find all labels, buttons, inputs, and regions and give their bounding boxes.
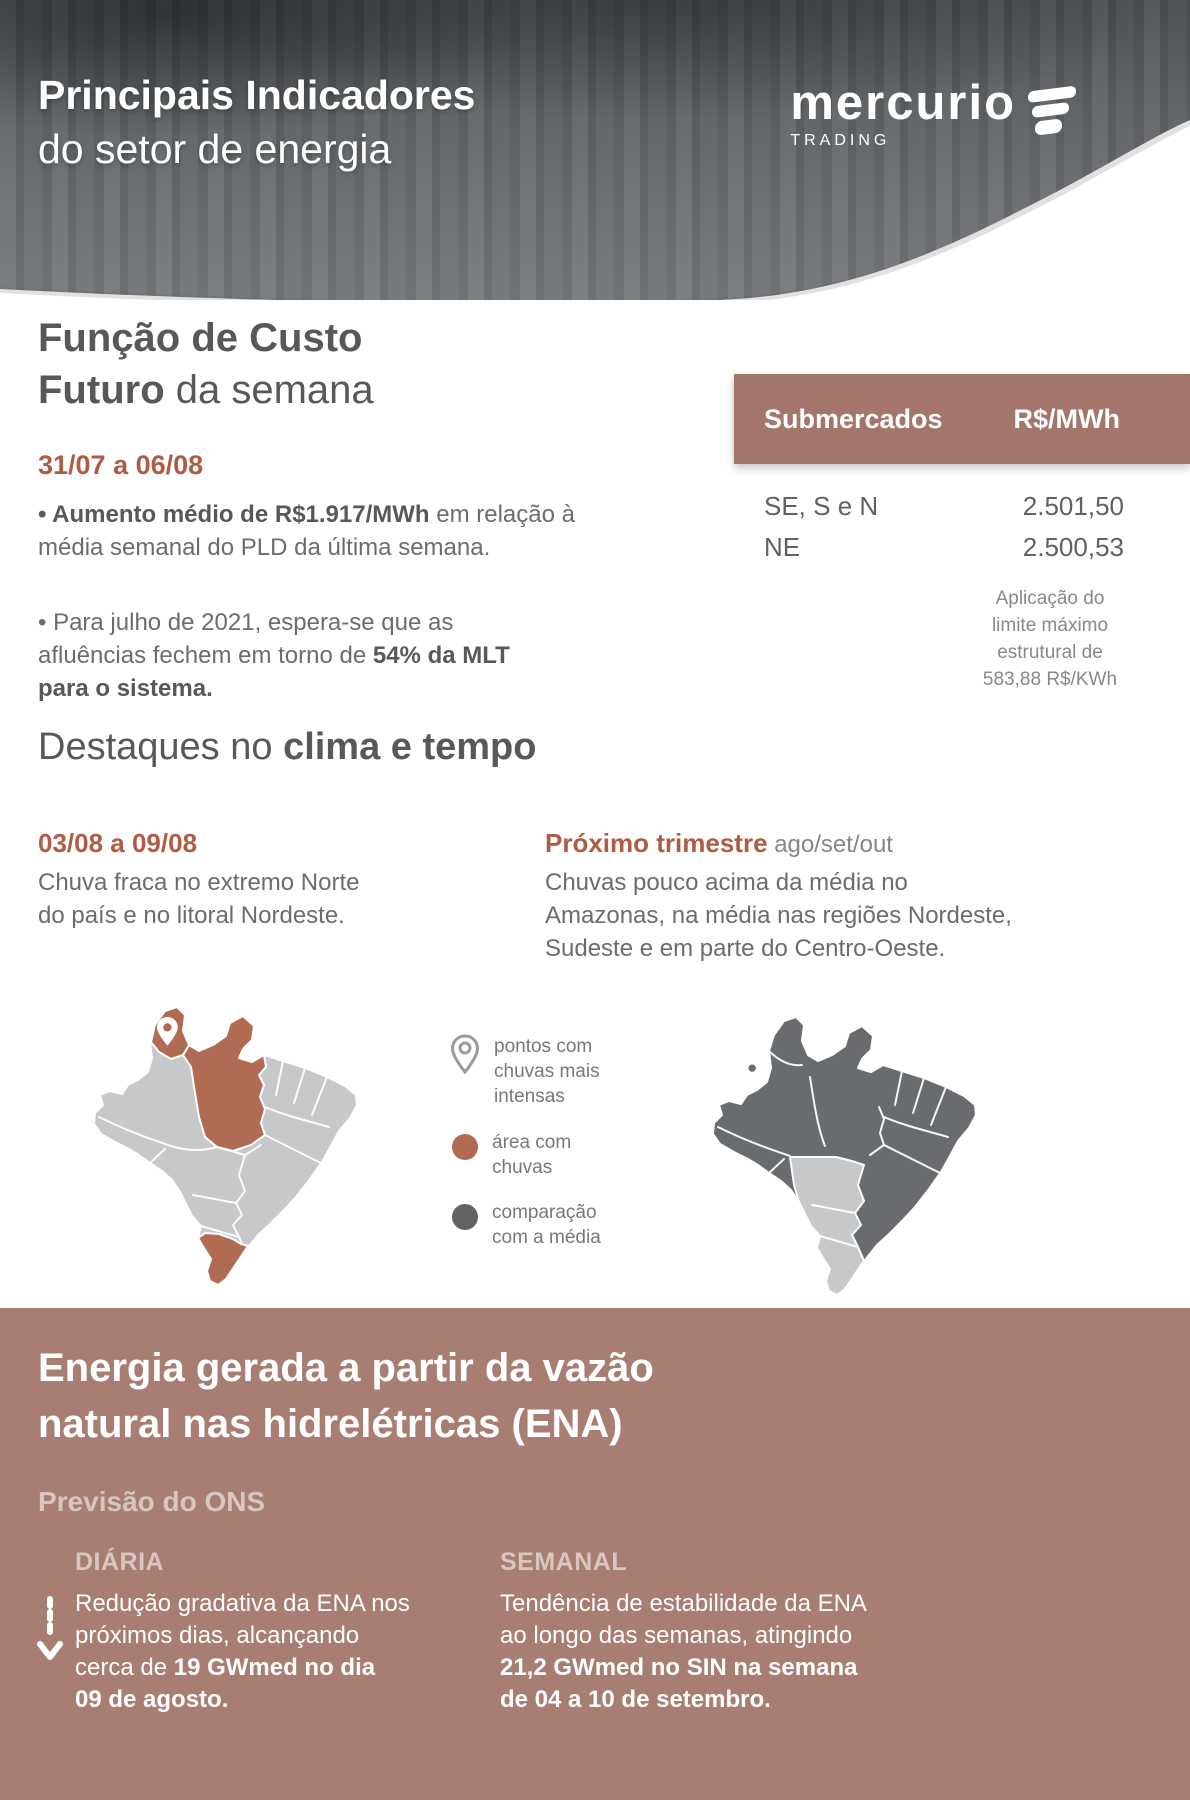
legend-item-rain-points bbox=[450, 1034, 600, 1109]
submarkets-table-header bbox=[734, 374, 1190, 464]
legend-label: área com chuvas bbox=[492, 1132, 572, 1178]
climate-week-text: Chuva fraca no extremo Norte do país e no litoral Nordeste. bbox=[38, 869, 360, 929]
climate-quarter-heading: Próximo trimestre ago/set/out bbox=[545, 828, 893, 858]
ena-section bbox=[0, 1308, 1190, 1800]
submarket-value: 2.500,53 bbox=[1022, 532, 1124, 562]
legend-label: comparação com a média bbox=[492, 1202, 601, 1248]
gray-dot-icon bbox=[452, 1204, 478, 1230]
cost-function-bullet-1: • Aumento médio de R$1.917/MWh em relação à média semanal do PLD da última semana. bbox=[38, 501, 575, 561]
page-title-line1: Principais Indicadores bbox=[38, 72, 476, 118]
cost-function-title-line1: Função de Custo bbox=[38, 316, 363, 360]
map-pin-icon bbox=[450, 1034, 480, 1076]
legend-label: pontos com chuvas mais intensas bbox=[494, 1036, 600, 1107]
legend-item-rain-area bbox=[452, 1130, 571, 1180]
structural-limit-note: Aplicação do limite máximo estrutural de 583,88 R$/KWh bbox=[982, 588, 1118, 690]
brand-subtitle: TRADING bbox=[790, 132, 891, 149]
brand-name: mercurio bbox=[790, 76, 1016, 130]
daily-forecast-text: Redução gradativa da ENA nos próximos dias, alcançando cerca de 19 GWmed no dia 09 de agosto. bbox=[75, 1590, 410, 1713]
header-banner bbox=[0, 0, 1190, 300]
cost-function-date-range: 31/07 a 06/08 bbox=[38, 450, 204, 480]
submarkets-col-header: Submercados bbox=[764, 403, 943, 434]
submarket-label: SE, S e N bbox=[764, 491, 879, 521]
ena-section-title: Energia gerada a partir da vazão natural nas hidrelétricas (ENA) bbox=[38, 1346, 654, 1446]
submarket-label: NE bbox=[764, 532, 801, 562]
table-row bbox=[734, 527, 1190, 568]
table-row bbox=[734, 486, 1190, 527]
red-dot-icon bbox=[452, 1134, 478, 1160]
legend-item-average-comparison bbox=[452, 1200, 601, 1250]
price-col-header: R$/MWh bbox=[1013, 403, 1120, 434]
header-curve-shape bbox=[0, 110, 1190, 300]
weekly-column-label: SEMANAL bbox=[500, 1548, 628, 1576]
climate-section-title: Destaques no clima e tempo bbox=[38, 726, 537, 768]
ena-subtitle: Previsão do ONS bbox=[38, 1486, 266, 1517]
submarket-value: 2.501,50 bbox=[1022, 491, 1124, 521]
brazil-map-rain-areas bbox=[93, 1005, 357, 1285]
cost-function-title bbox=[38, 312, 374, 416]
climate-week-date-range: 03/08 a 09/08 bbox=[38, 828, 198, 858]
weekly-forecast-text: Tendência de estabilidade da ENA ao longo das semanas, atingindo 21,2 GWmed no SIN na semana de 04 a 10 de setembro. bbox=[500, 1590, 867, 1713]
brazil-map-average-comparison bbox=[712, 1015, 976, 1295]
down-arrow-icon bbox=[36, 1596, 64, 1662]
rain-pin-icon bbox=[743, 1059, 761, 1084]
cost-function-title-line2: Futuro da semana bbox=[38, 368, 374, 412]
submarkets-table-body bbox=[734, 486, 1190, 568]
daily-column-label: DIÁRIA bbox=[75, 1548, 165, 1576]
page-title-line2: do setor de energia bbox=[38, 126, 392, 172]
cost-function-bullet-2: • Para julho de 2021, espera-se que as afluências fechem em torno de 54% da MLT para o sistema. bbox=[38, 609, 510, 702]
climate-quarter-text: Chuvas pouco acima da média no Amazonas, na média nas regiões Nordeste, Sudeste e em parte do Centro-Oeste. bbox=[545, 869, 1012, 962]
